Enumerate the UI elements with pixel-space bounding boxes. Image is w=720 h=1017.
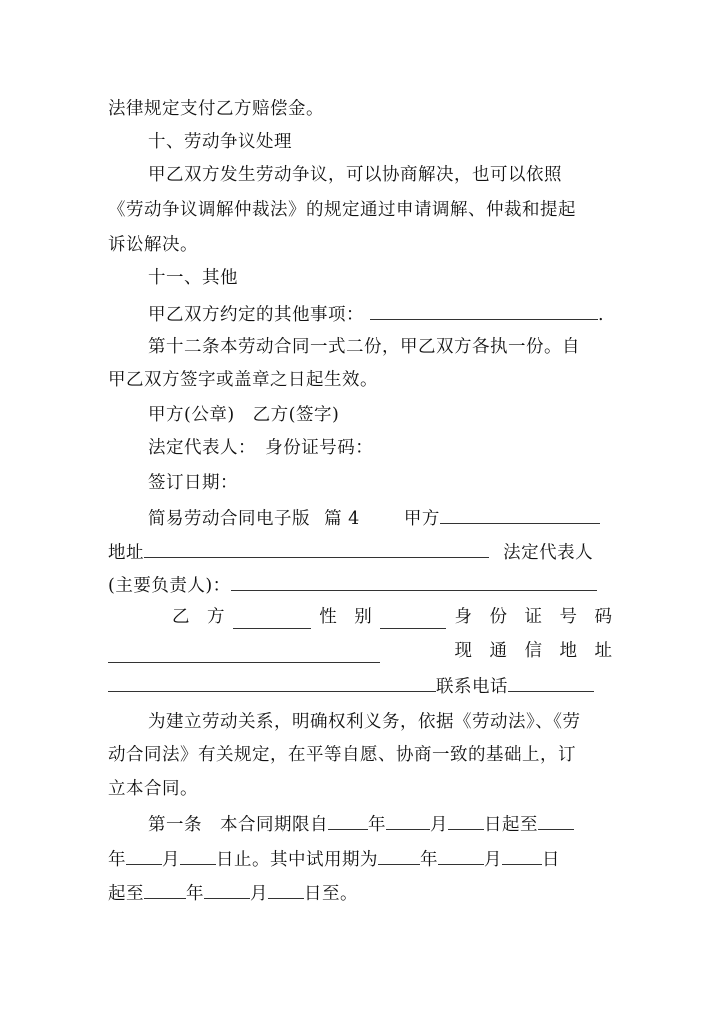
year-label: 年 <box>186 884 204 904</box>
party-a-label: 甲方 <box>403 509 440 529</box>
representative-line: 法定代表人： 身份证号码： <box>148 438 374 458</box>
month-label: 月 <box>430 815 448 835</box>
day-label: 日 <box>542 850 560 870</box>
start-day-field[interactable] <box>448 811 484 830</box>
party-b-row <box>172 605 612 629</box>
address-row <box>108 639 612 663</box>
part-number: 篇 4 <box>324 509 360 529</box>
text-line: 甲乙双方签字或盖章之日起生效。 <box>108 370 378 390</box>
phone-label: 联系电话 <box>436 677 508 697</box>
probation-day-field[interactable] <box>502 846 542 865</box>
probation-end-month-field[interactable] <box>204 880 250 899</box>
address-line <box>108 539 593 565</box>
text-line: 为建立劳动关系，明确权利义务，依据《劳动法》、《劳 <box>148 712 581 732</box>
text-line: 动合同法》有关规定，在平等自愿、协商一致的基础上，订 <box>108 745 576 765</box>
gender-label: 性 别 <box>319 607 372 627</box>
contract-title-line <box>148 505 600 531</box>
phone-line <box>108 673 594 699</box>
sign-date-line: 签订日期： <box>148 473 238 493</box>
principal-field[interactable] <box>231 572 597 591</box>
probation-year-field[interactable] <box>378 846 420 865</box>
party-b-label: 乙 方 <box>172 607 225 627</box>
contract-title: 简易劳动合同电子版 <box>148 509 310 529</box>
principal-label: (主要负责人)： <box>108 576 231 596</box>
party-b-field[interactable] <box>233 610 311 629</box>
term-label: 第一条 本合同期限自 <box>148 815 328 835</box>
id-number-field[interactable] <box>108 644 380 663</box>
text-line: 第十二条本劳动合同一式二份，甲乙双方各执一份。自 <box>148 337 580 357</box>
party-a-field[interactable] <box>440 505 600 524</box>
text-line: 诉讼解决。 <box>108 235 198 255</box>
text-line: 法律规定支付乙方赔偿金。 <box>108 99 324 119</box>
address-label: 地址 <box>108 543 144 563</box>
day-end-label: 日至。 <box>304 884 358 904</box>
signature-line: 甲方(公章) 乙方(签字) <box>148 405 340 425</box>
probation-month-field[interactable] <box>438 846 484 865</box>
probation-line <box>108 846 560 872</box>
legal-rep-label: 法定代表人 <box>503 543 594 563</box>
text-line: 立本合同。 <box>108 779 198 799</box>
month-label: 月 <box>250 884 268 904</box>
other-matters-label: 甲乙双方约定的其他事项： <box>148 305 364 325</box>
other-matters-line <box>148 301 604 327</box>
year-label: 年 <box>420 850 438 870</box>
end-day-field[interactable] <box>180 846 216 865</box>
end-year-field[interactable] <box>538 811 574 830</box>
year-label: 年 <box>108 850 126 870</box>
year-label: 年 <box>368 815 386 835</box>
principal-line <box>108 572 597 598</box>
phone-field[interactable] <box>508 673 594 692</box>
period: . <box>598 305 605 325</box>
address-field[interactable] <box>144 539 489 558</box>
id-number-label: 身 份 证 号 码 <box>454 607 612 627</box>
blank-field[interactable] <box>370 301 598 320</box>
term-line <box>148 811 574 837</box>
probation-end-day-field[interactable] <box>268 880 304 899</box>
until-label: 日起至 <box>484 815 538 835</box>
text-line: 甲乙双方发生劳动争议，可以协商解决，也可以依照 <box>148 165 562 185</box>
start-month-field[interactable] <box>386 811 430 830</box>
text-line: 《劳动争议调解仲裁法》的规定通过申请调解、仲裁和提起 <box>108 200 576 220</box>
month-label: 月 <box>484 850 502 870</box>
probation-label: 日止。其中试用期为 <box>216 850 378 870</box>
section-heading: 十一、其他 <box>148 268 238 288</box>
mailing-address-label: 现 通 信 地 址 <box>454 641 612 661</box>
start-year-field[interactable] <box>328 811 368 830</box>
month-label: 月 <box>162 850 180 870</box>
end-month-field[interactable] <box>126 846 162 865</box>
probation-end-line <box>108 880 358 906</box>
section-heading: 十、劳动争议处理 <box>148 132 292 152</box>
until-label: 起至 <box>108 884 144 904</box>
probation-end-year-field[interactable] <box>144 880 186 899</box>
gender-field[interactable] <box>380 610 446 629</box>
mailing-address-field[interactable] <box>108 673 436 692</box>
